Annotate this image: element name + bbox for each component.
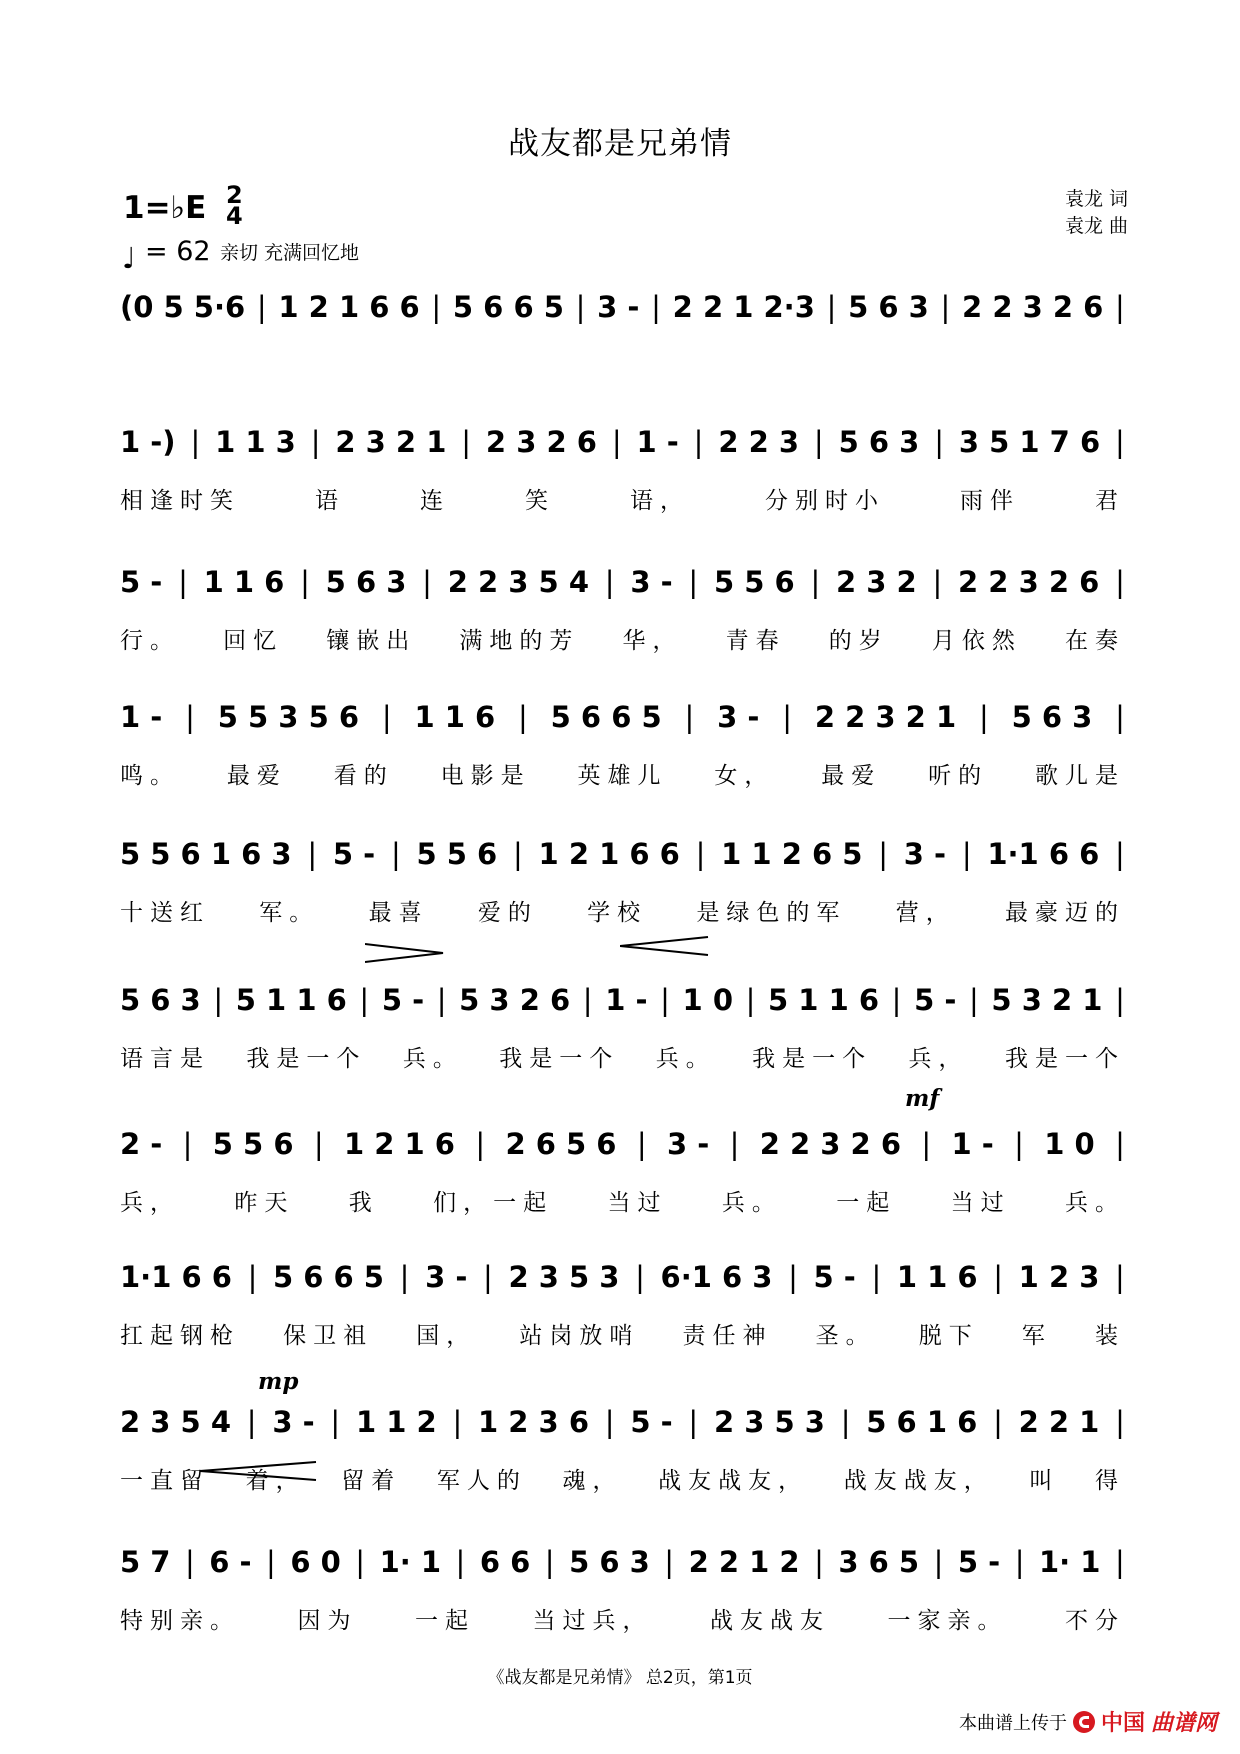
measure: 2 2 3 (718, 425, 800, 459)
measure: 2 2 3 2 6 (958, 565, 1100, 599)
measure: 2 2 1 2 (688, 1545, 800, 1579)
lyric-segment: 语言是 (120, 1046, 210, 1072)
lyric-segment: 因为 (297, 1608, 358, 1634)
bar-line: | (969, 983, 979, 1017)
crescendo-hairpin-icon (620, 935, 710, 957)
measure: 1· 1 (379, 1545, 442, 1579)
bar-line: | (359, 983, 370, 1017)
lyric-segment: 一家亲。 (887, 1608, 1008, 1634)
bar-line: | (1115, 1127, 1125, 1161)
lyric-segment: 不分 (1065, 1608, 1125, 1634)
song-title: 战友都是兄弟情 (508, 126, 732, 162)
measure: 1· 1 (1038, 1545, 1101, 1579)
composer-credit: 袁龙 曲 (1064, 215, 1128, 237)
lyric-segment: 分别时小 (765, 488, 885, 514)
bar-line: | (695, 837, 706, 871)
measure: 5 - (957, 1545, 1001, 1579)
measure: 5 - (120, 565, 163, 599)
lyric-segment: 我是一个 (246, 1046, 367, 1072)
measure: 3 - (717, 700, 760, 734)
measure: 5 - (813, 1260, 856, 1294)
lyric-line (120, 622, 1125, 655)
brand-china: 中国 (1100, 1711, 1145, 1736)
key-signature: 1=♭E (123, 190, 207, 226)
bar-line: | (1115, 565, 1125, 599)
bar-line: | (745, 983, 756, 1017)
lyric-segment: 兵。 (655, 1046, 716, 1072)
measure: 2 3 5 3 (508, 1260, 620, 1294)
lyric-segment: 相逢时笑 (120, 488, 240, 514)
lyric-segment: 最豪迈的 (1004, 900, 1125, 926)
bar-line: | (635, 1260, 645, 1294)
lyric-segment: 一起 (836, 1190, 897, 1216)
measure: 5 5 6 (416, 837, 498, 871)
lyric-line (120, 1602, 1125, 1635)
bar-line: | (636, 1127, 647, 1161)
measure: 5 6 1 6 (866, 1405, 978, 1439)
bar-line: | (961, 837, 972, 871)
bar-line: | (399, 1260, 410, 1294)
lyric-segment: 十送红 (120, 900, 210, 926)
bar-line: | (871, 1260, 882, 1294)
measure: 3 - (272, 1405, 315, 1439)
lyric-segment: 们，一起 (433, 1190, 554, 1216)
lyric-segment: 营， (895, 900, 956, 926)
lyric-segment: 歌儿是 (1035, 763, 1125, 789)
bar-line: | (300, 565, 310, 599)
lyric-segment: 国， (416, 1323, 477, 1349)
lyric-segment: 行。 (120, 628, 180, 654)
lyric-segment: 兵， (908, 1046, 969, 1072)
lyric-segment: 一直留 (120, 1468, 210, 1494)
measure: 5 6 6 5 (550, 700, 662, 734)
measure: 5 6 6 5 (452, 290, 564, 324)
measure: 1 1 2 6 5 (721, 837, 863, 871)
bar-line: | (313, 1127, 324, 1161)
measure: 1 - (636, 425, 679, 459)
measure: 3 - (666, 1127, 710, 1161)
bar-line: | (1115, 290, 1125, 324)
bar-line: | (307, 837, 318, 871)
lyric-segment: 镶嵌出 (326, 628, 417, 654)
measure: 1 1 2 (355, 1405, 437, 1439)
measure: 1 2 1 6 6 (278, 290, 420, 324)
time-signature (226, 181, 243, 230)
bar-line: | (604, 565, 615, 599)
bar-line: | (878, 837, 888, 871)
lyric-segment: 最爱 (821, 763, 882, 789)
lyric-segment: 笑 (525, 488, 555, 514)
measure: 5 5 3 5 6 (217, 700, 360, 734)
bar-line: | (651, 290, 661, 324)
lyric-segment: 华， (622, 628, 683, 654)
bar-line: | (611, 425, 622, 459)
bar-line: | (182, 1127, 193, 1161)
lyric-segment: 责任神 (682, 1323, 773, 1349)
lyric-segment: 听的 (928, 763, 989, 789)
measure: 5 1 1 6 (235, 983, 347, 1017)
bar-line: | (940, 290, 951, 324)
lyricist-credit: 袁龙 词 (1064, 188, 1128, 210)
lyric-segment: 站岗放哨 (519, 1323, 640, 1349)
bar-line: | (185, 700, 195, 734)
measure: 3 - (597, 290, 640, 324)
bar-line: | (782, 700, 793, 734)
measure: (0 5 5·6 (120, 290, 246, 324)
bar-line: | (729, 1127, 740, 1161)
lyric-segment: 魂， (562, 1468, 623, 1494)
bar-line: | (544, 1545, 555, 1579)
bar-line: | (475, 1127, 486, 1161)
time-bottom: 4 (226, 202, 243, 230)
bar-line: | (664, 1545, 675, 1579)
bar-line: | (932, 565, 943, 599)
bar-line: | (178, 565, 188, 599)
measure: 1 1 6 (896, 1260, 978, 1294)
lyric-segment: 鸣。 (120, 763, 180, 789)
bar-line: | (518, 700, 528, 734)
bar-line: | (1114, 1545, 1125, 1579)
measure: 2 2 3 2 6 (759, 1127, 902, 1161)
bar-line: | (1115, 1260, 1125, 1294)
measure: 1 1 3 (215, 425, 296, 459)
measure: 5 6 3 (325, 565, 407, 599)
bar-line: | (1115, 1405, 1125, 1439)
lyric-segment: 得 (1095, 1468, 1125, 1494)
measure: 1 - (951, 1127, 994, 1161)
lyric-segment: 兵， (120, 1190, 180, 1216)
lyric-segment: 脱下 (918, 1323, 979, 1349)
measure: 1·1 6 6 (120, 1260, 232, 1294)
bar-line: | (310, 425, 321, 459)
lyric-segment: 兵。 (721, 1190, 782, 1216)
bar-line: | (840, 1405, 851, 1439)
lyric-segment: 圣。 (815, 1323, 876, 1349)
lyric-segment: 最喜 (368, 900, 429, 926)
bar-line: | (213, 983, 224, 1017)
measure: 2 2 3 5 4 (447, 565, 589, 599)
notation-line (120, 832, 1125, 876)
measure: 5 6 3 (120, 983, 201, 1017)
lyric-segment: 青春 (725, 628, 786, 654)
lyric-segment: 装 (1095, 1323, 1125, 1349)
bar-line: | (813, 425, 824, 459)
measure: 2 2 3 2 1 (814, 700, 957, 734)
measure: 1 0 (682, 983, 733, 1017)
measure: 5 5 6 (212, 1127, 294, 1161)
notation-line (120, 285, 1125, 329)
measure: 1 - (120, 700, 163, 734)
measure: 5 - (381, 983, 425, 1017)
bar-line: | (246, 1405, 257, 1439)
measure: 5 - (630, 1405, 673, 1439)
lyric-segment: 女， (714, 763, 775, 789)
measure: 5 - (332, 837, 376, 871)
lyric-segment: 一起 (415, 1608, 475, 1634)
measure: 1 2 1 6 (343, 1127, 455, 1161)
bar-line: | (390, 837, 401, 871)
measure: 1 2 3 (1018, 1260, 1100, 1294)
expression-mark: 亲切 充满回忆地 (220, 242, 360, 264)
bar-line: | (933, 1545, 944, 1579)
lyric-segment: 战友战友， (843, 1468, 994, 1494)
measure: 1 1 6 (414, 700, 496, 734)
lyric-segment: 军。 (259, 900, 320, 926)
lyric-segment: 是绿色的军 (696, 900, 847, 926)
measure: 3 - (903, 837, 947, 871)
decrescendo-hairpin-icon (365, 942, 445, 964)
lyric-segment: 英雄儿 (577, 763, 668, 789)
measure: 5 3 2 6 (459, 983, 571, 1017)
notation-line (120, 1400, 1125, 1444)
bar-line: | (184, 1545, 195, 1579)
lyric-segment: 最爱 (226, 763, 287, 789)
lyric-segment: 回忆 (223, 628, 284, 654)
measure: 2 3 2 1 (335, 425, 447, 459)
bar-line: | (660, 983, 670, 1017)
notation-line (120, 695, 1125, 739)
bar-line: | (381, 700, 392, 734)
lyric-line (120, 482, 1125, 515)
lyric-segment: 兵。 (1065, 1190, 1125, 1216)
measure: 3 - (425, 1260, 468, 1294)
bar-line: | (921, 1127, 932, 1161)
measure: 5 6 3 (838, 425, 920, 459)
lyric-segment: 的岁 (828, 628, 889, 654)
notation-line (120, 1122, 1125, 1166)
measure: 5 7 (120, 1545, 171, 1579)
bar-line: | (256, 290, 267, 324)
bar-line: | (452, 1405, 463, 1439)
bar-line: | (1014, 1545, 1025, 1579)
bar-line: | (693, 425, 704, 459)
lyric-segment: 我是一个 (1004, 1046, 1125, 1072)
bar-line: | (814, 1545, 824, 1579)
notation-line (120, 1255, 1125, 1299)
bar-line: | (422, 565, 432, 599)
measure: 6 - (209, 1545, 252, 1579)
measure: 1 2 3 6 (478, 1405, 590, 1439)
lyric-line (120, 757, 1125, 790)
measure: 2 3 2 6 (485, 425, 597, 459)
quarter-note-icon: ♩ (122, 241, 136, 275)
bar-line: | (891, 983, 902, 1017)
measure: 1·1 6 6 (987, 837, 1100, 871)
dynamic-mp: mp (258, 1368, 299, 1395)
measure: 5 6 6 5 (272, 1260, 384, 1294)
bar-line: | (1115, 983, 1125, 1017)
lyric-segment: 军人的 (436, 1468, 527, 1494)
lyric-segment: 叫 (1029, 1468, 1060, 1494)
lyric-line (120, 894, 1125, 927)
lyric-segment: 满地的芳 (459, 628, 580, 654)
measure: 1 1 6 (203, 565, 285, 599)
bar-line: | (688, 1405, 699, 1439)
lyric-segment: 月依然 (931, 628, 1022, 654)
bar-line: | (934, 425, 944, 459)
measure: 5 6 3 (569, 1545, 650, 1579)
measure: 6·1 6 3 (660, 1260, 773, 1294)
bar-line: | (993, 1260, 1004, 1294)
measure: 1 0 (1044, 1127, 1095, 1161)
bar-line: | (1014, 1127, 1024, 1161)
site-logo-icon (1073, 1711, 1095, 1733)
measure: 5 6 3 (848, 290, 929, 324)
measure: 2 2 3 2 6 (962, 290, 1104, 324)
lyric-segment: 学校 (587, 900, 648, 926)
measure: 5 6 3 (1011, 700, 1093, 734)
lyric-segment: 兵。 (402, 1046, 463, 1072)
bar-line: | (810, 565, 821, 599)
measure: 2 3 5 3 (713, 1405, 825, 1439)
lyric-segment: 语 (315, 488, 345, 514)
lyric-segment: 当过 (950, 1190, 1011, 1216)
bar-line: | (1115, 700, 1125, 734)
bar-line: | (455, 1545, 466, 1579)
lyric-segment: 军 (1021, 1323, 1052, 1349)
lyric-line (120, 1317, 1125, 1350)
lyric-segment: 特别亲。 (120, 1608, 240, 1634)
lyric-segment: 语， (630, 488, 690, 514)
lyric-segment: 爱的 (477, 900, 538, 926)
bar-line: | (436, 983, 447, 1017)
lyric-segment: 在奏 (1065, 628, 1125, 654)
measure: 2 3 2 (835, 565, 917, 599)
lyric-segment: 当过兵， (532, 1608, 653, 1634)
measure: 1 - (605, 983, 648, 1017)
lyric-segment: 雨伴 (960, 488, 1020, 514)
measure: 1 2 1 6 6 (538, 837, 680, 871)
notation-line (120, 1540, 1125, 1584)
bar-line: | (513, 837, 523, 871)
measure: 6 0 (290, 1545, 341, 1579)
lyric-segment: 连 (420, 488, 450, 514)
measure: 3 5 1 7 6 (958, 425, 1101, 459)
bar-line: | (1115, 425, 1125, 459)
bar-line: | (247, 1260, 258, 1294)
measure: 1 -) (120, 425, 176, 459)
measure: 6 6 (479, 1545, 531, 1579)
upload-credit (959, 1706, 1217, 1737)
bar-line: | (582, 983, 593, 1017)
crescendo-hairpin-icon (200, 1460, 318, 1482)
bar-line: | (604, 1405, 615, 1439)
lyric-segment: 电影是 (440, 763, 531, 789)
bar-line: | (684, 700, 695, 734)
lyric-line (120, 1184, 1125, 1217)
measure: 3 - (630, 565, 673, 599)
upload-text: 本曲谱上传于 (958, 1712, 1067, 1734)
bar-line: | (575, 290, 586, 324)
lyric-segment: 君 (1095, 488, 1125, 514)
bar-line: | (1115, 837, 1125, 871)
lyric-segment: 看的 (333, 763, 394, 789)
notation-line (120, 420, 1125, 464)
lyric-segment: 留着 (341, 1468, 402, 1494)
measure: 5 1 1 6 (768, 983, 880, 1017)
measure: 5 - (914, 983, 957, 1017)
bar-line: | (431, 290, 442, 324)
lyric-segment: 我 (348, 1190, 379, 1216)
page-footer: 《战友都是兄弟情》 总2页，第1页 (487, 1668, 753, 1688)
lyric-segment: 保卫祖 (283, 1323, 374, 1349)
measure: 2 3 5 4 (120, 1405, 232, 1439)
measure: 2 6 5 6 (505, 1127, 617, 1161)
bar-line: | (688, 565, 699, 599)
bar-line: | (483, 1260, 493, 1294)
measure: 5 3 2 1 (991, 983, 1103, 1017)
measure: 2 2 1 (1018, 1405, 1100, 1439)
bar-line: | (190, 425, 201, 459)
lyric-segment: 我是一个 (752, 1046, 873, 1072)
lyric-segment: 昨天 (234, 1190, 295, 1216)
notation-line (120, 560, 1125, 604)
bar-line: | (788, 1260, 798, 1294)
bar-line: | (266, 1545, 276, 1579)
bar-line: | (978, 700, 989, 734)
bar-line: | (826, 290, 837, 324)
measure: 2 - (120, 1127, 163, 1161)
tempo-value: = 62 (145, 236, 211, 267)
measure: 5 5 6 1 6 3 (120, 837, 292, 871)
credits (1065, 186, 1128, 240)
lyric-segment: 当过 (607, 1190, 668, 1216)
bar-line: | (330, 1405, 341, 1439)
lyric-segment: 扛起钢枪 (120, 1323, 240, 1349)
lyric-segment: 战友战友 (710, 1608, 830, 1634)
lyric-segment: 战友战友， (658, 1468, 809, 1494)
measure: 5 5 6 (713, 565, 795, 599)
measure: 3 6 5 (838, 1545, 920, 1579)
measure: 2 2 1 2·3 (672, 290, 815, 324)
bar-line: | (461, 425, 472, 459)
bar-line: | (993, 1405, 1003, 1439)
lyric-line (120, 1040, 1125, 1073)
brand-qupu: 曲谱网 (1150, 1711, 1217, 1736)
bar-line: | (355, 1545, 366, 1579)
dynamic-mf: mf (905, 1085, 940, 1112)
notation-line (120, 978, 1125, 1022)
lyric-segment: 我是一个 (499, 1046, 620, 1072)
time-top: 2 (226, 181, 243, 209)
lyric-segment: 着， (245, 1468, 306, 1494)
